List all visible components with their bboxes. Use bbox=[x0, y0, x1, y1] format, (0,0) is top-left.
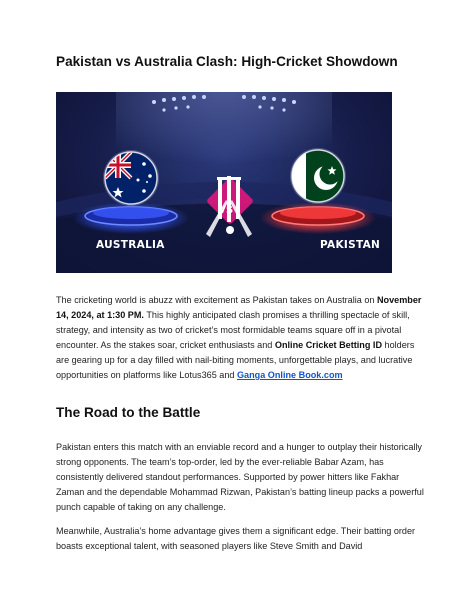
intro-paragraph bbox=[56, 293, 424, 383]
intro-text-3: holders are gearing up for a day filled with nail-biting moments, unforgettable plays, and lucrative opportunities on platforms like Lotus365 and bbox=[56, 340, 415, 380]
ganga-online-book-link[interactable]: Ganga Online Book.com bbox=[236, 370, 343, 380]
match-date: November 14, 2024, at 1:30 PM. bbox=[56, 295, 422, 320]
pakistan-paragraph: Pakistan enters this match with an enviable record and a hunger to outplay their historically strong opponents. The team’s top-order, led by the ever-reliable Babar Azam, has consistently delivered standout performances. Supported by power hitters like Fakhar Zaman and the dependable Mohammad Rizwan, Pakistan’s batting lineup packs a powerful punch capable of taking on any challenge. bbox=[56, 442, 424, 512]
document-title: Pakistan vs Australia Clash: High-Cricket Showdown bbox=[56, 54, 398, 69]
section-heading: The Road to the Battle bbox=[56, 405, 201, 420]
pakistan-flag-icon bbox=[290, 148, 346, 204]
australia-paragraph: Meanwhile, Australia’s home advantage gives them a significant edge. Their batting order boasts exceptional talent, with seasoned players like Steve Smith and David bbox=[56, 526, 416, 551]
australia-flag-icon bbox=[103, 150, 159, 206]
match-banner bbox=[56, 92, 392, 273]
intro-text-1: The cricketing world is abuzz with excitement as Pakistan takes on Australia on bbox=[56, 295, 377, 305]
intro-text-2: This highly anticipated clash promises a thrilling spectacle of skill, strategy, and intensity as two of cricket’s most formidable teams square off in a pivotal encounter. As the stakes soar, cricket enthusiasts and bbox=[56, 310, 410, 350]
pakistan-label: PAKISTAN bbox=[320, 239, 381, 251]
vs-label: VS bbox=[218, 205, 234, 216]
australia-label: AUSTRALIA bbox=[96, 239, 165, 251]
betting-id-phrase: Online Cricket Betting ID bbox=[274, 340, 383, 350]
